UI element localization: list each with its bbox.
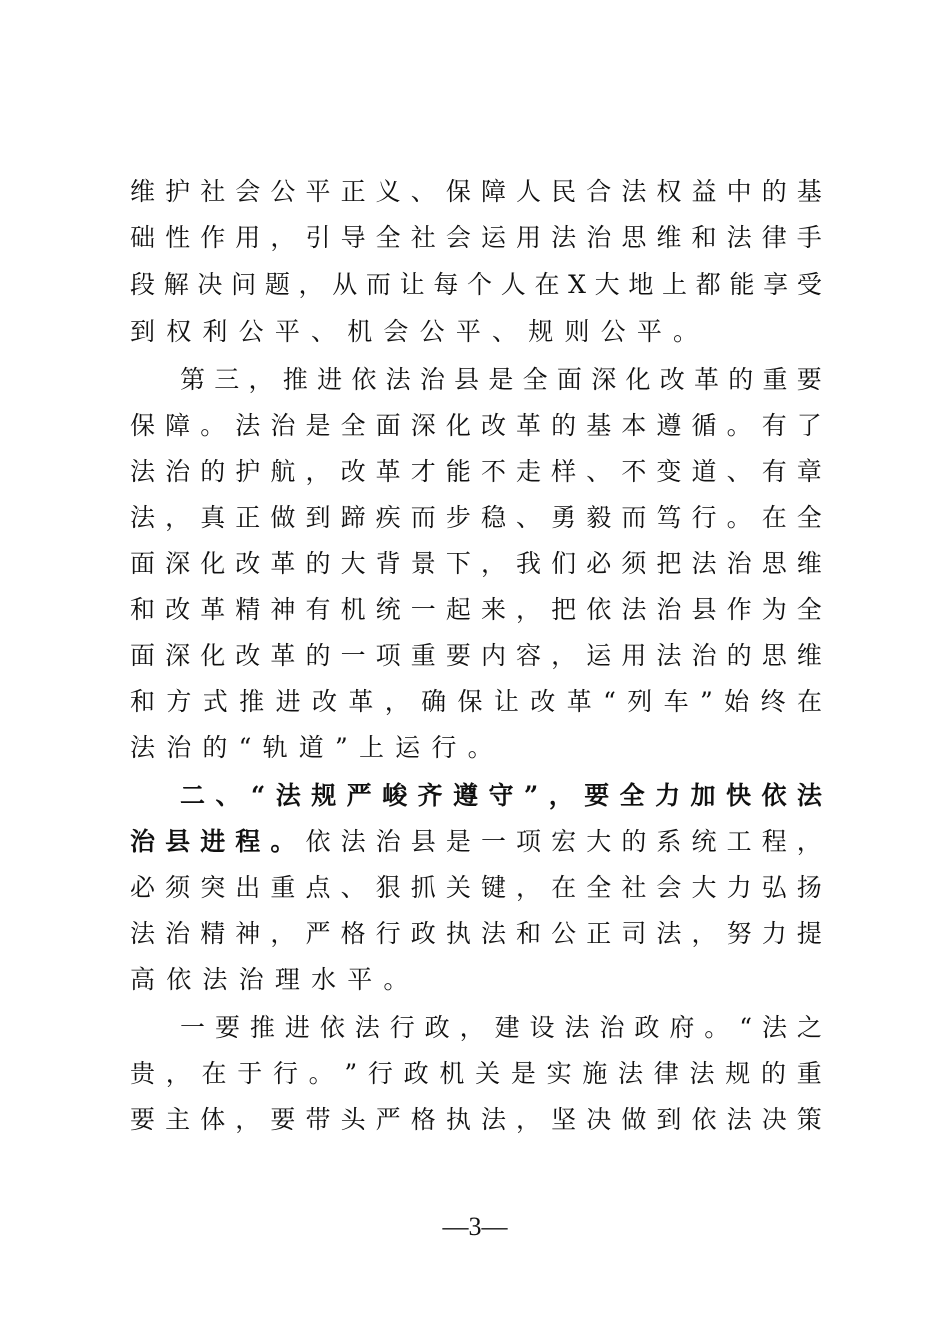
text-line: 法 治 的 护 航 ， 改 革 才 能 不 走 样 、 不 变 道 、 有 章 bbox=[130, 457, 822, 486]
text-line: 维 护 社 会 公 平 正 义 、 保 障 人 民 合 法 权 益 中 的 基 bbox=[130, 177, 822, 206]
text-line: 和 方 式 推 进 改 革 ， 确 保 让 改 革 “ 列 车 ” 始 终 在 bbox=[130, 687, 822, 716]
text-line: 法 ， 真 正 做 到 蹄 疾 而 步 稳 、 勇 毅 而 笃 行 。 在 全 bbox=[130, 503, 822, 532]
text-line: 第 三 ， 推 进 依 法 治 县 是 全 面 深 化 改 革 的 重 要 bbox=[180, 365, 822, 394]
text-line: 高 依 法 治 理 水 平 。 bbox=[130, 965, 409, 994]
text-line: 二 、 “ 法 规 严 峻 齐 遵 守 ” ， 要 全 力 加 快 依 法 bbox=[180, 781, 822, 810]
text-line: 和 改 革 精 神 有 机 统 一 起 来 ， 把 依 法 治 县 作 为 全 bbox=[130, 595, 822, 624]
text-line: 础 性 作 用 ， 引 导 全 社 会 运 用 法 治 思 维 和 法 律 手 bbox=[130, 223, 822, 252]
text-line: 保 障 。 法 治 是 全 面 深 化 改 革 的 基 本 遵 循 。 有 了 bbox=[130, 411, 822, 440]
text-line: 面 深 化 改 革 的 一 项 重 要 内 容 ， 运 用 法 治 的 思 维 bbox=[130, 641, 822, 670]
text-line: 法 治 的 “ 轨 道 ” 上 运 行 。 bbox=[130, 733, 493, 762]
text-line: 到 权 利 公 平 、 机 会 公 平 、 规 则 公 平 。 bbox=[130, 317, 699, 346]
text-line: 要 主 体 ， 要 带 头 严 格 执 法 ， 坚 决 做 到 依 法 决 策 bbox=[130, 1105, 822, 1134]
text-line: 贵 ， 在 于 行 。 ” 行 政 机 关 是 实 施 法 律 法 规 的 重 bbox=[130, 1059, 822, 1088]
text-line: 必 须 突 出 重 点 、 狠 抓 关 键 ， 在 全 社 会 大 力 弘 扬 bbox=[130, 873, 822, 902]
text-line: 面 深 化 改 革 的 大 背 景 下 ， 我 们 必 须 把 法 治 思 维 bbox=[130, 549, 822, 578]
text-line: 段 解 决 问 题 ， 从 而 让 每 个 人 在 X 大 地 上 都 能 享 受 bbox=[130, 270, 822, 299]
page-number: —3— bbox=[442, 1212, 508, 1241]
text-line: 法 治 精 神 ， 严 格 行 政 执 法 和 公 正 司 法 ， 努 力 提 bbox=[130, 919, 822, 948]
text-line: 治 县 进 程 。 依 法 治 县 是 一 项 宏 大 的 系 统 工 程 ， bbox=[130, 827, 822, 856]
text-line: 一 要 推 进 依 法 行 政 ， 建 设 法 治 政 府 。 “ 法 之 bbox=[180, 1013, 822, 1042]
